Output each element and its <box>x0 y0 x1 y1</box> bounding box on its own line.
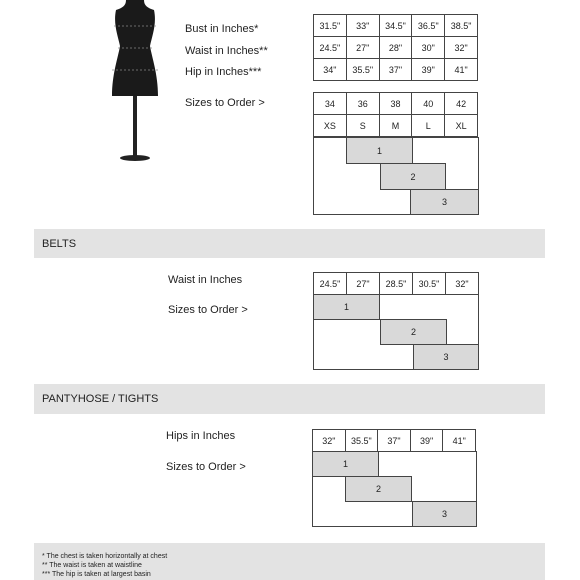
dress-measurement-table <box>313 14 478 81</box>
table-cell: 40 <box>412 93 445 115</box>
hose-size-block-1: 1 <box>312 451 379 477</box>
table-cell: 39" <box>410 430 443 452</box>
footnote-chest: * The chest is taken horizontally at chest <box>42 553 168 560</box>
table-cell: 41" <box>445 59 478 81</box>
table-cell: 34" <box>314 59 347 81</box>
table-cell: S <box>346 115 379 137</box>
footnote-waist: ** The waist is taken at waistline <box>42 562 142 569</box>
dress-sizes-label: Sizes to Order > <box>185 97 265 109</box>
table-cell: 35.5" <box>345 430 378 452</box>
table-cell: 37" <box>379 59 412 81</box>
belt-waist-row <box>314 273 479 295</box>
table-cell: 37" <box>378 430 411 452</box>
belt-sizes-label: Sizes to Order > <box>168 304 248 316</box>
waist-row <box>314 37 478 59</box>
table-cell: XL <box>445 115 478 137</box>
belt-waist-table <box>313 272 479 295</box>
pantyhose-heading: PANTYHOSE / TIGHTS <box>42 393 159 405</box>
hip-row <box>314 59 478 81</box>
table-cell: 30" <box>412 37 445 59</box>
table-cell: 34.5" <box>379 15 412 37</box>
hips-label: Hips in Inches <box>166 430 236 442</box>
belt-size-block-2: 2 <box>380 319 447 345</box>
footnotes <box>34 543 545 580</box>
table-cell: 32" <box>313 430 346 452</box>
dress-size-block-2: 2 <box>380 163 446 190</box>
dress-size-block-1: 1 <box>346 137 413 164</box>
table-cell: 35.5" <box>346 59 379 81</box>
table-cell: 38.5" <box>445 15 478 37</box>
table-cell: 32" <box>445 37 478 59</box>
hose-size-block-3: 3 <box>412 501 477 527</box>
pantyhose-section-header <box>34 384 545 414</box>
table-cell: 31.5" <box>314 15 347 37</box>
hose-size-block-2: 2 <box>345 476 412 502</box>
belt-waist-label: Waist in Inches <box>168 274 243 286</box>
table-cell: 24.5" <box>314 273 347 295</box>
table-cell: M <box>379 115 412 137</box>
table-cell: 28.5" <box>380 273 413 295</box>
dress-sizes-table <box>313 92 478 137</box>
table-cell: 41" <box>443 430 476 452</box>
belts-section-header <box>34 229 545 258</box>
table-cell: 33" <box>346 15 379 37</box>
bust-label: Bust in Inches* <box>185 23 259 35</box>
table-cell: 34 <box>314 93 347 115</box>
table-cell: 38 <box>379 93 412 115</box>
waist-label: Waist in Inches** <box>185 45 268 57</box>
hose-sizes-label: Sizes to Order > <box>166 461 246 473</box>
belts-heading: BELTS <box>42 237 77 250</box>
table-cell: 36.5" <box>412 15 445 37</box>
table-cell: L <box>412 115 445 137</box>
table-cell: 24.5" <box>314 37 347 59</box>
belt-size-block-3: 3 <box>413 344 479 370</box>
table-cell: 36 <box>346 93 379 115</box>
table-cell: 42 <box>445 93 478 115</box>
table-cell: XS <box>314 115 347 137</box>
letter-size-row <box>314 115 478 137</box>
table-cell: 39" <box>412 59 445 81</box>
hip-label: Hip in Inches*** <box>185 66 262 78</box>
numeric-size-row <box>314 93 478 115</box>
bust-row <box>314 15 478 37</box>
belt-size-block-1: 1 <box>313 294 380 320</box>
table-cell: 27" <box>346 37 379 59</box>
hips-table <box>312 429 476 452</box>
footnote-hip: *** The hip is taken at largest basin <box>42 571 151 578</box>
table-cell: 32" <box>446 273 479 295</box>
dress-size-block-3: 3 <box>410 189 479 215</box>
dress-form-icon <box>100 0 170 170</box>
table-cell: 30.5" <box>413 273 446 295</box>
table-cell: 27" <box>347 273 380 295</box>
table-cell: 28" <box>379 37 412 59</box>
hips-row <box>313 430 476 452</box>
